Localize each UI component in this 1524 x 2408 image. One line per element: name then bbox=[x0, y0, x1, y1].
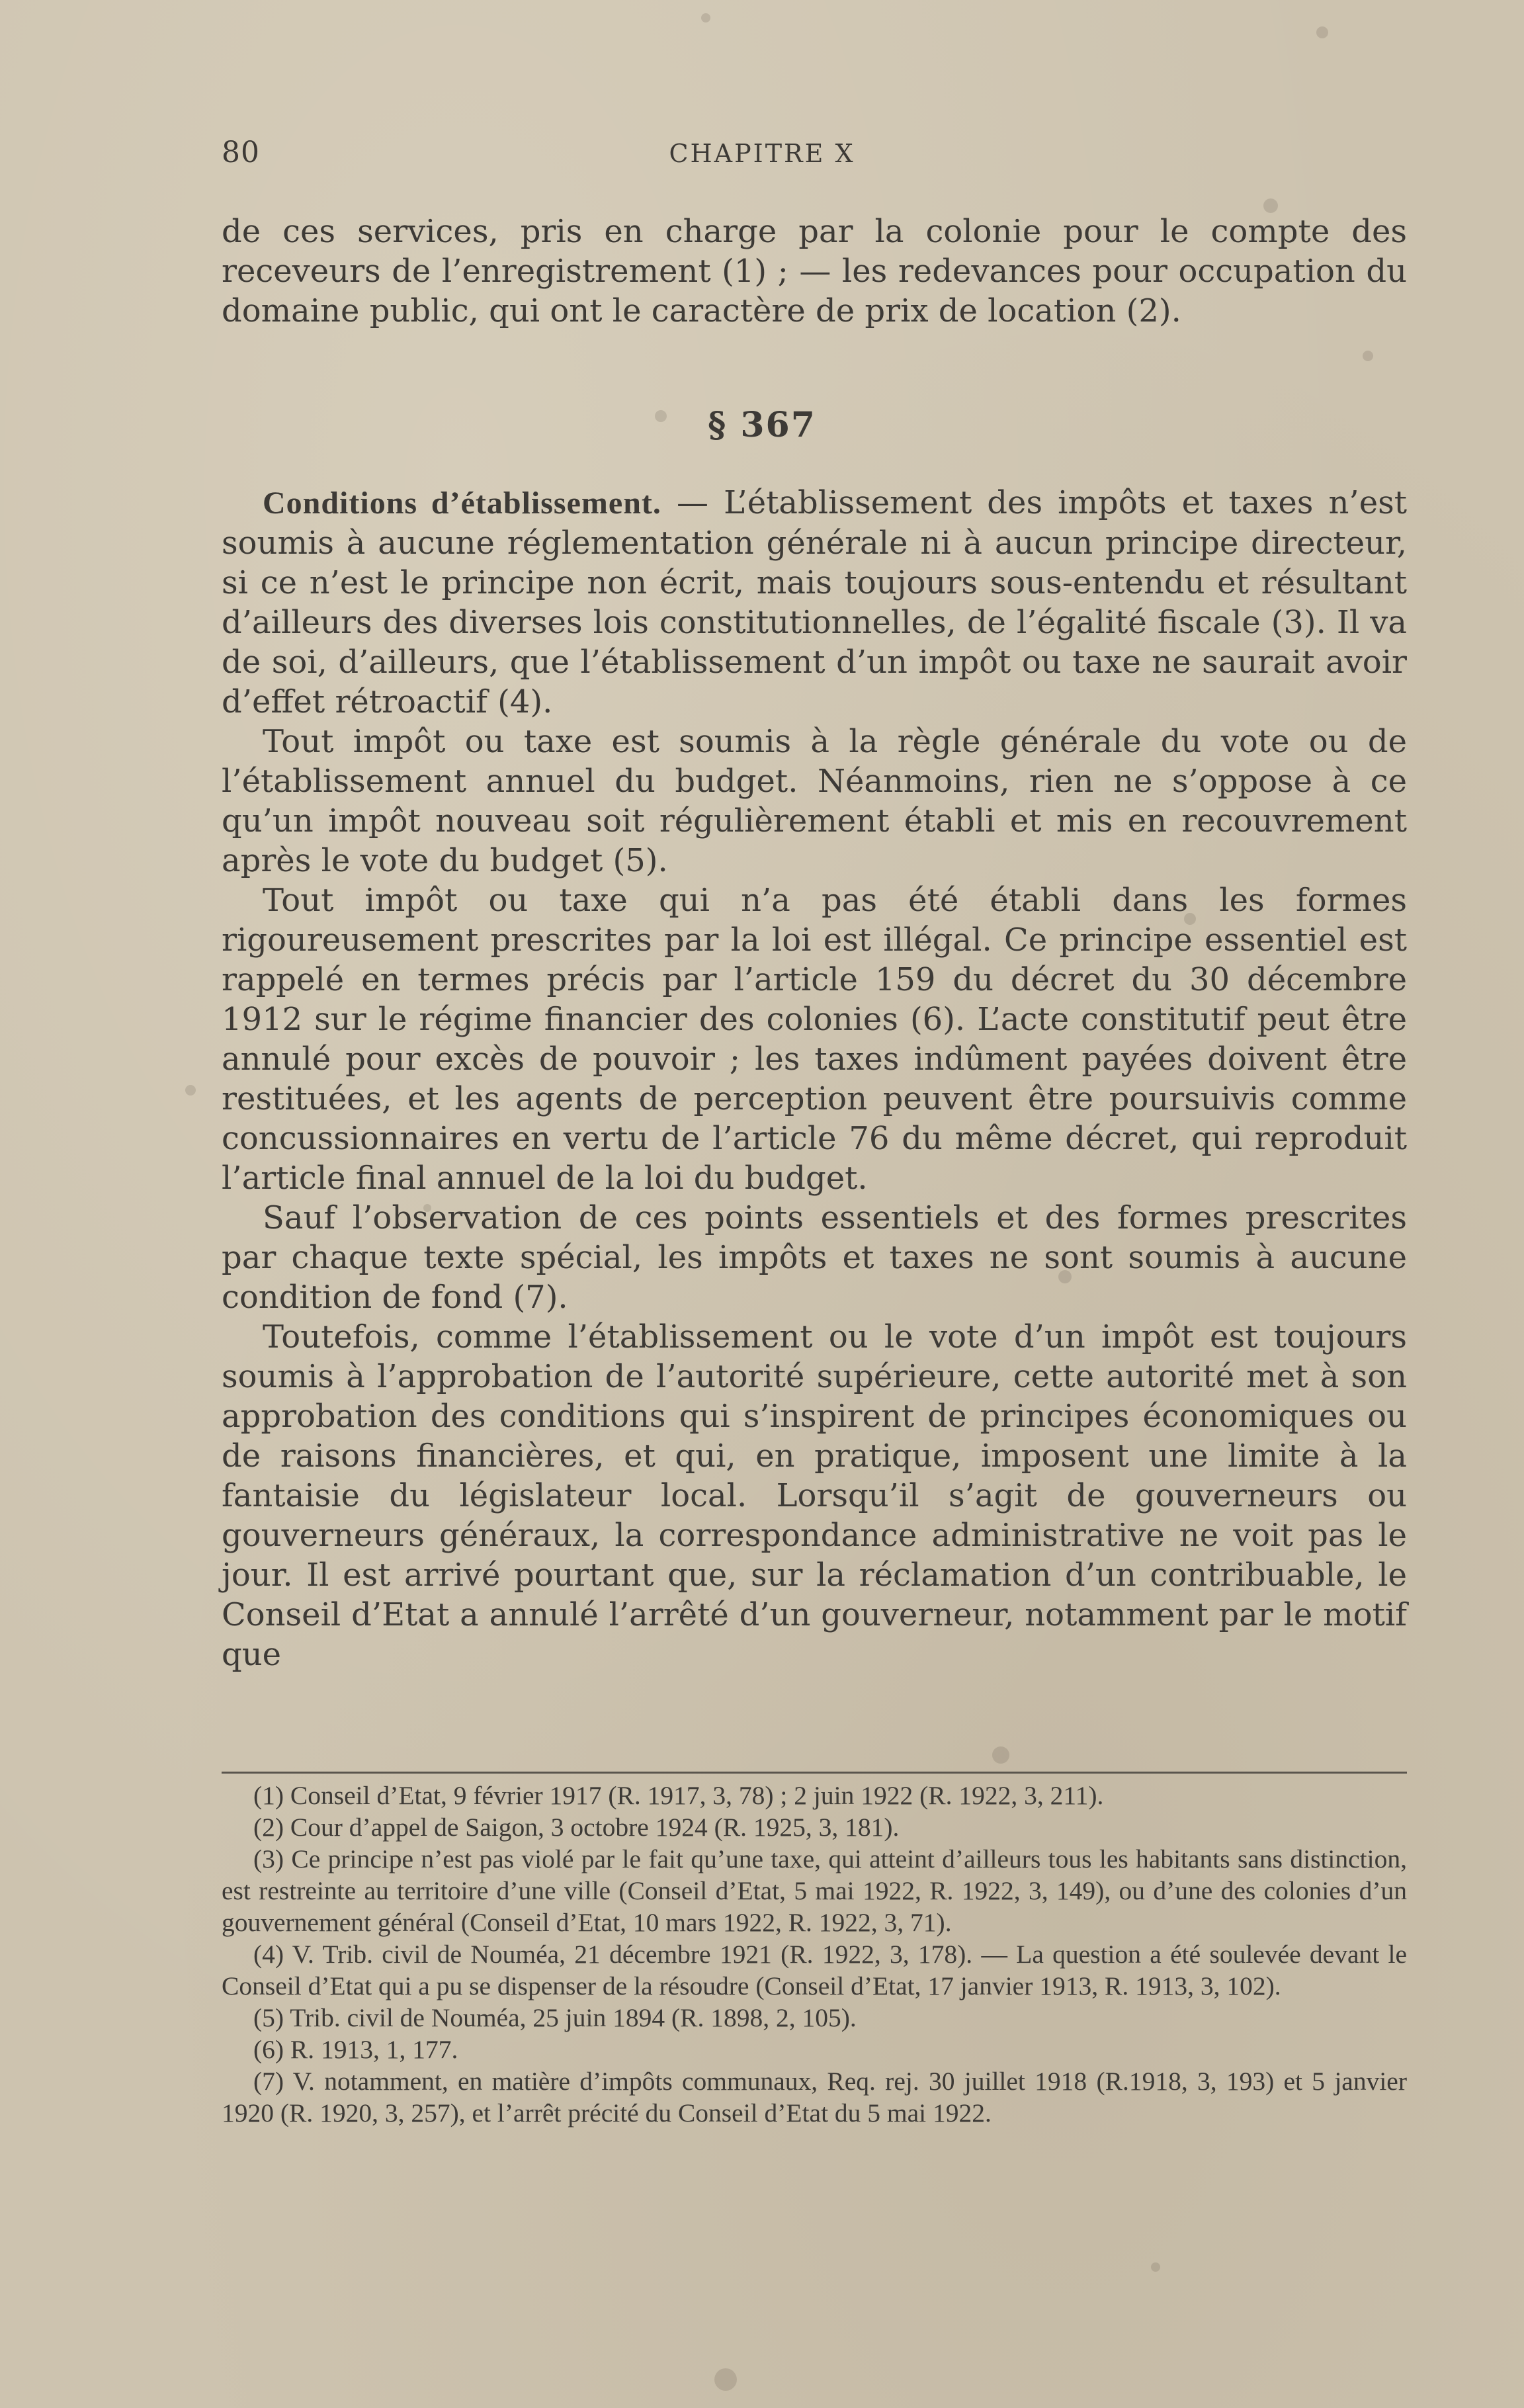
paragraph-1-text: L’établissement des impôts et taxes n’est soumis à aucune réglementation générale ni à aucun principe directeur, si ce n’est le principe non écrit, mais toujours sous-entendu et résultant d’ailleurs des diverses lois constitutionnelles, de l’égalité fiscale (3). Il va de soi, d’ailleurs, que l’établissement d’un impôt ou taxe ne saurait avoir d’effet rétroactif (4). bbox=[222, 484, 1408, 720]
paper-speck bbox=[701, 13, 710, 22]
footnote-4: (4) V. Trib. civil de Nouméa, 21 décembre 1921 (R. 1922, 3, 178). — La question a été soulevée devant le Conseil d’Etat qui a pu se dispenser de la résoudre (Conseil d’Etat, 17 janvier 1913, R. 1913, 3, 102). bbox=[222, 1940, 1407, 2000]
footnote-1: (1) Conseil d’Etat, 9 février 1917 (R. 1917, 3, 78) ; 2 juin 1922 (R. 1922, 3, 211). bbox=[253, 1781, 1104, 1810]
footnote-7: (7) V. notamment, en matière d’impôts communaux, Req. rej. 30 juillet 1918 (R.1918, 3, 193) et 5 janvier 1920 (R. 1920, 3, 257), et l’arrêt précité du Conseil d’Etat du 5 mai 1922. bbox=[222, 2067, 1407, 2128]
running-title: CHAPITRE X bbox=[669, 139, 855, 168]
paragraph-2: Tout impôt ou taxe est soumis à la règle générale du vote ou de l’établissement annuel du budget. Néanmoins, rien ne s’oppose à ce qu’un impôt nouveau soit régulièrement établi et mis en recouvrement après le vote du budget (5). bbox=[222, 723, 1407, 879]
paragraph-4: Sauf l’observation de ces points essentiels et des formes prescrites par chaque texte spécial, les impôts et taxes ne sont soumis à aucune condition de fond (7). bbox=[222, 1199, 1407, 1316]
page-number: 80 bbox=[222, 136, 260, 169]
paragraph-5: Toutefois, comme l’établissement ou le vote d’un impôt est toujours soumis à l’approbation de l’autorité supérieure, cette autorité met à son approbation des conditions qui s’inspirent de principes économiques ou de raisons financières, et qui, en pratique, imposent une limite à la fantaisie du législateur local. Lorsqu’il s’agit de gouverneurs ou gouverneurs généraux, la correspondance administrative ne voit pas le jour. Il est arrivé pourtant que, sur la réclamation d’un contribuable, le Conseil d’Etat a annulé l’arrêté d’un gouverneur, notamment par le motif que bbox=[222, 1318, 1407, 1673]
paper-speck bbox=[1058, 1270, 1072, 1283]
footnote-3: (3) Ce principe n’est pas violé par le fait qu’une taxe, qui atteint d’ailleurs tous les habitants sans distinction, est restreinte au territoire d’une ville (Conseil d’Etat, 5 mai 1922, R. 1922, 3, 149), ou d’une des colonies d’un gouvernement général (Conseil d’Etat, 10 mars 1922, R. 1922, 3, 71). bbox=[222, 1844, 1407, 1937]
section-heading: Conditions d’établissement. bbox=[263, 486, 661, 521]
intro-text bbox=[222, 212, 1407, 331]
paper-speck bbox=[1263, 198, 1278, 213]
paragraph-3: Tout impôt ou taxe qui n’a pas été établi dans les formes rigoureusement prescrites par la loi est illégal. Ce principe essentiel est rappelé en termes précis par l’article 159 du décret du 30 décembre 1912 sur le régime financier des colonies (6). L’acte constitutif peut être annulé pour excès de pouvoir ; les taxes indûment payées doivent être restituées, et les agents de perception peuvent être poursuivis comme concussionnaires en vertu de l’article 76 du même décret, qui reproduit l’article final annuel de la loi du budget. bbox=[222, 882, 1407, 1197]
intro-paragraph: de ces services, pris en charge par la colonie pour le compte des receveurs de l’enregistrement (1) ; — les redevances pour occupation du domaine public, qui ont le caractère de prix de location (2). bbox=[222, 213, 1407, 329]
paper-speck bbox=[423, 1204, 431, 1212]
paper-speck bbox=[1151, 2262, 1160, 2272]
paper-speck bbox=[1363, 351, 1373, 361]
footnote-rule bbox=[222, 1772, 1407, 1774]
paper-speck bbox=[655, 410, 667, 422]
paper-speck bbox=[185, 1085, 196, 1096]
main-text bbox=[222, 483, 1407, 1674]
footnotes bbox=[222, 1780, 1407, 2129]
footnote-2: (2) Cour d’appel de Saigon, 3 octobre 1924 (R. 1925, 3, 181). bbox=[253, 1813, 900, 1842]
paper-speck bbox=[714, 2368, 737, 2391]
heading-dash: — bbox=[661, 484, 724, 521]
footnote-6: (6) R. 1913, 1, 177. bbox=[253, 2035, 458, 2064]
section-number: § 367 bbox=[708, 405, 816, 445]
paper-speck bbox=[1316, 26, 1328, 38]
paper-speck bbox=[992, 1746, 1009, 1764]
footnote-5: (5) Trib. civil de Nouméa, 25 juin 1894 (R. 1898, 2, 105). bbox=[253, 2003, 857, 2032]
paragraph-1 bbox=[222, 483, 1407, 722]
paper-speck bbox=[1184, 913, 1196, 925]
